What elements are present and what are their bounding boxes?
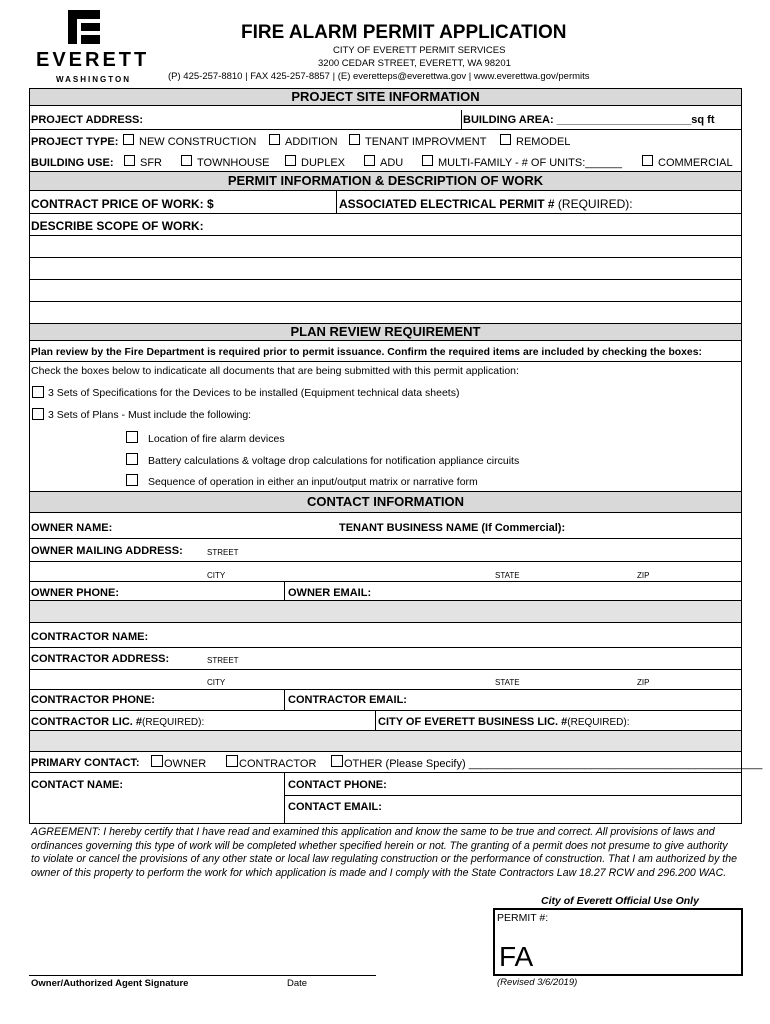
project-address-label: PROJECT ADDRESS: (31, 114, 144, 126)
checkbox-adu[interactable] (364, 155, 375, 166)
divider (29, 361, 742, 362)
contractor-email-label: CONTRACTOR EMAIL: (288, 694, 407, 706)
checkbox-primary-contractor[interactable] (226, 755, 238, 767)
date-label: Date (287, 978, 308, 989)
gray-spacer-row (29, 730, 742, 752)
gray-spacer-row (29, 600, 742, 623)
fa-prefix: FA (499, 941, 534, 972)
contractor-lic-wrap (31, 716, 204, 729)
checkbox-tenant-improvement[interactable] (349, 134, 360, 145)
logo-word: EVERETT (36, 49, 150, 71)
project-type-new-construction: NEW CONSTRUCTION (139, 136, 257, 148)
electrical-permit-label: ASSOCIATED ELECTRICAL PERMIT # (339, 197, 555, 211)
building-use-label: BUILDING USE: (31, 157, 114, 169)
checkbox-primary-other[interactable] (331, 755, 343, 767)
primary-contact-owner: OWNER (164, 758, 207, 770)
electrical-permit-note: (REQUIRED): (557, 197, 633, 211)
checkbox-commercial[interactable] (642, 155, 653, 166)
checkbox-primary-owner[interactable] (151, 755, 163, 767)
plan-review-item-1: 3 Sets of Specifications for the Devices to be installed (Equipment technical data sheets) (48, 387, 460, 399)
section-project-site: PROJECT SITE INFORMATION (29, 88, 742, 106)
checkbox-specifications[interactable] (32, 386, 44, 398)
agreement-text: AGREEMENT: I hereby certify that I have read and examined this application and know the same to be true and correct. All provisions of laws and ordinances governing this type of work will be completed whether specified herein or not. The granting of a permit does not presume to give authority to violate or cancel the provisions of any other state or local law regulating construction or the performance of construction. That I am authorized by the owner of this property to perform the work for which application is made and I comply with the State Contractors Law 18.27 RCW and 296.200 WAC. (31, 826, 738, 879)
divider (375, 710, 376, 730)
checkbox-sequence-of-operation[interactable] (126, 474, 138, 486)
plan-review-sub-3: Sequence of operation in either an input/output matrix or narrative form (148, 476, 478, 488)
signature-label: Owner/Authorized Agent Signature (31, 978, 189, 989)
divider (29, 213, 742, 214)
contractor-name-label: CONTRACTOR NAME: (31, 631, 149, 643)
city-logo (36, 10, 150, 85)
building-use-sfr: SFR (140, 157, 162, 169)
plan-review-intro: Check the boxes below to indicaticate all documents that are being submitted with this permit application: (31, 365, 519, 377)
divider (29, 538, 742, 539)
divider (29, 129, 742, 130)
project-type-remodel: REMODEL (516, 136, 571, 148)
everett-logo-icon (68, 10, 100, 44)
divider (284, 581, 285, 600)
plan-review-intro-bold: Plan review by the Fire Department is required prior to permit issuance. Confirm the required items are included by checking the boxes: (31, 347, 702, 358)
signature-field[interactable] (29, 955, 376, 975)
checkbox-remodel[interactable] (500, 134, 511, 145)
contractor-state-label: STATE (495, 678, 520, 687)
plan-review-sub-1: Location of fire alarm devices (148, 433, 285, 445)
contractor-lic-note: (REQUIRED): (142, 717, 205, 728)
header-line-1: CITY OF EVERETT PERMIT SERVICES (333, 45, 506, 56)
logo-subtitle: WASHINGTON (56, 75, 131, 84)
divider (29, 647, 742, 648)
primary-contact-label: PRIMARY CONTACT: (31, 757, 140, 769)
primary-contact-other: OTHER (Please Specify) ________________________________________________ (344, 758, 763, 770)
header-line-2: 3200 CEDAR STREET, EVERETT, WA 98201 (318, 58, 511, 69)
checkbox-multi-family[interactable] (422, 155, 433, 166)
divider (29, 689, 742, 690)
divider (284, 772, 285, 824)
checkbox-battery-calcs[interactable] (126, 453, 138, 465)
plan-review-item-2: 3 Sets of Plans - Must include the following: (48, 409, 252, 421)
contractor-city-label: CITY (207, 678, 226, 687)
section-contact-info: CONTACT INFORMATION (29, 491, 742, 513)
contact-email-label: CONTACT EMAIL: (288, 801, 382, 813)
divider (284, 795, 742, 796)
divider (29, 669, 742, 670)
project-type-addition: ADDITION (285, 136, 338, 148)
permit-number-label: PERMIT #: (497, 912, 549, 924)
contractor-street-label: STREET (207, 656, 239, 665)
city-business-lic-label: CITY OF EVERETT BUSINESS LIC. # (378, 716, 568, 728)
owner-zip-label: ZIP (637, 571, 650, 580)
divider (461, 110, 462, 129)
owner-phone-label: OWNER PHONE: (31, 587, 119, 599)
header-line-3: (P) 425-257-8810 | FAX 425-257-8857 | (E) everetteps@everettwa.gov | www.everettwa.gov/permits (168, 71, 590, 82)
checkbox-townhouse[interactable] (181, 155, 192, 166)
contractor-lic-label: CONTRACTOR LIC. # (31, 716, 143, 728)
building-use-commercial: COMMERCIAL (658, 157, 733, 169)
revised-date: (Revised 3/6/2019) (497, 977, 578, 988)
divider (29, 581, 742, 582)
page-title: FIRE ALARM PERMIT APPLICATION (241, 22, 567, 43)
contact-name-label: CONTACT NAME: (31, 779, 124, 791)
building-use-multi-family: MULTI-FAMILY - # OF UNITS:______ (438, 157, 622, 169)
section-plan-review: PLAN REVIEW REQUIREMENT (29, 323, 742, 341)
project-type-tenant-improvement: TENANT IMPROVMENT (365, 136, 487, 148)
scope-label: DESCRIBE SCOPE OF WORK: (31, 219, 204, 233)
electrical-permit-wrap (339, 198, 633, 211)
section-permit-info: PERMIT INFORMATION & DESCRIPTION OF WORK (29, 171, 742, 191)
contractor-zip-label: ZIP (637, 678, 650, 687)
divider (336, 191, 337, 213)
checkbox-device-locations[interactable] (126, 431, 138, 443)
divider (29, 710, 742, 711)
tenant-business-label: TENANT BUSINESS NAME (If Commercial): (339, 522, 566, 534)
owner-name-label: OWNER NAME: (31, 522, 113, 534)
building-use-duplex: DUPLEX (301, 157, 346, 169)
building-use-adu: ADU (380, 157, 404, 169)
owner-state-label: STATE (495, 571, 520, 580)
owner-city-label: CITY (207, 571, 226, 580)
building-use-townhouse: TOWNHOUSE (197, 157, 270, 169)
building-area-label: BUILDING AREA: ______________________sq ft (463, 114, 715, 126)
scope-field[interactable] (30, 236, 741, 322)
contract-price-label: CONTRACT PRICE OF WORK: $ (31, 197, 214, 211)
checkbox-plans[interactable] (32, 408, 44, 420)
project-address-field[interactable] (140, 110, 460, 128)
owner-street-label: STREET (207, 548, 239, 557)
contractor-phone-label: CONTRACTOR PHONE: (31, 694, 155, 706)
divider (29, 561, 742, 562)
divider (284, 689, 285, 710)
checkbox-sfr[interactable] (124, 155, 135, 166)
checkbox-addition[interactable] (269, 134, 280, 145)
signature-line (29, 975, 376, 976)
primary-contact-contractor: CONTRACTOR (239, 758, 317, 770)
contact-phone-label: CONTACT PHONE: (288, 779, 387, 791)
owner-mailing-label: OWNER MAILING ADDRESS: (31, 545, 183, 557)
contractor-address-label: CONTRACTOR ADDRESS: (31, 653, 170, 665)
official-use-label: City of Everett Official Use Only (541, 895, 699, 907)
plan-review-sub-2: Battery calculations & voltage drop calculations for notification appliance circuits (148, 455, 520, 467)
divider (29, 772, 742, 773)
city-business-lic-wrap (378, 716, 630, 729)
city-business-lic-note: (REQUIRED): (567, 717, 630, 728)
project-type-label: PROJECT TYPE: (31, 136, 119, 148)
owner-email-label: OWNER EMAIL: (288, 587, 372, 599)
checkbox-duplex[interactable] (285, 155, 296, 166)
checkbox-new-construction[interactable] (123, 134, 134, 145)
